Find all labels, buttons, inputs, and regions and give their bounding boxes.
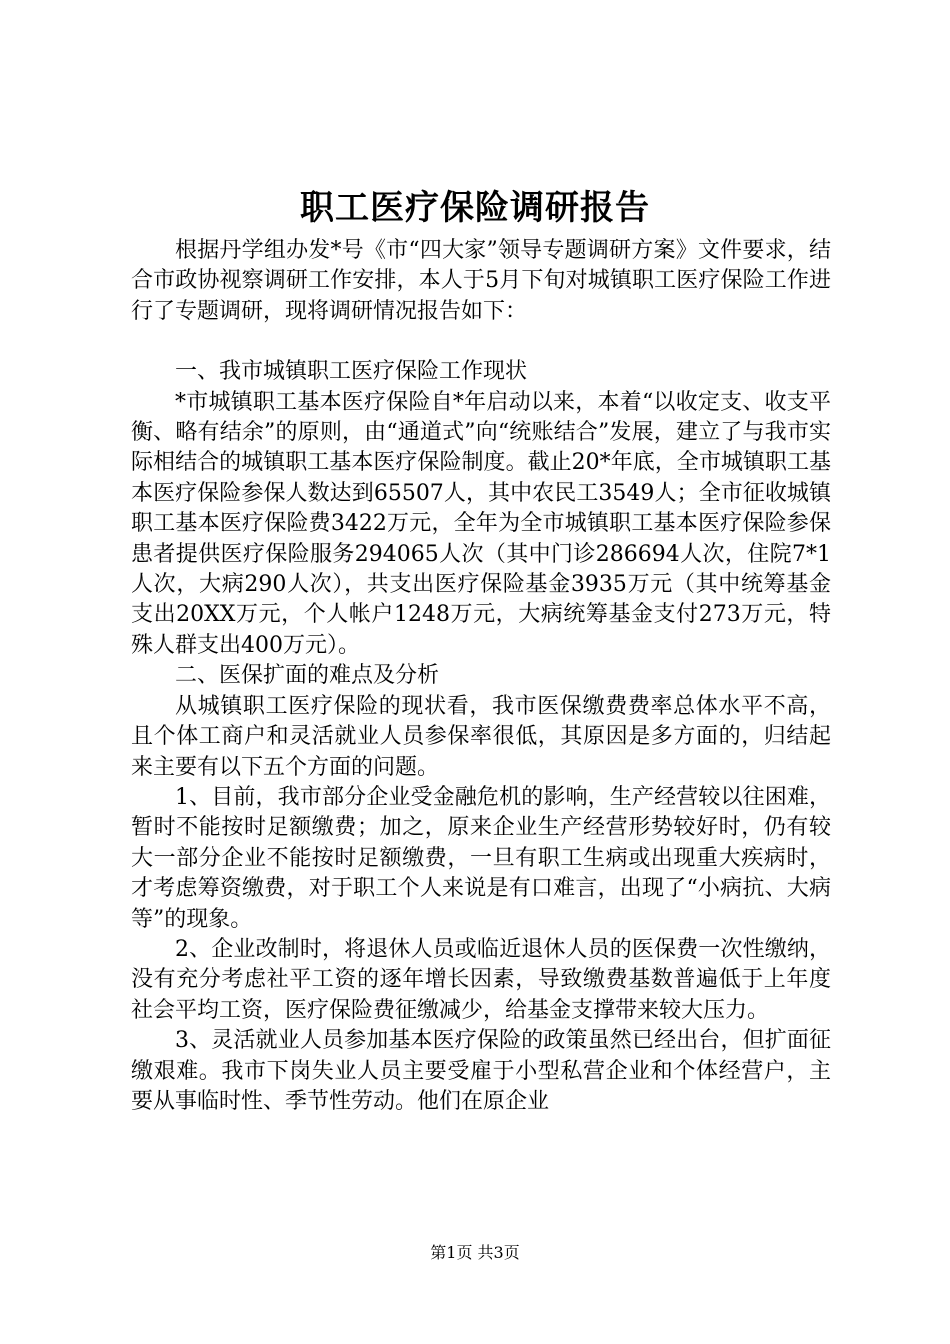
paragraph-point-1: 1、目前，我市部分企业受金融危机的影响，生产经营较以往困难，暂时不能按时足额缴费；加之，原来企业生产经营形势较好时，仍有较大一部分企业不能按时足额缴费，一旦有职工生病或出现重大疾病时，才考虑筹资缴费，对于职工个人来说是有口难言，出现了“小病抗、大病等”的现象。 xyxy=(131,784,831,932)
document-body xyxy=(131,236,831,1117)
paragraph-intro: 根据丹学组办发*号《市“四大家”领导专题调研方案》文件要求，结合市政协视察调研工作安排，本人于5月下旬对城镇职工医疗保险工作进行了专题调研，现将调研情况报告如下： xyxy=(131,238,831,324)
section-heading-1: 一、我市城镇职工医疗保险工作现状 xyxy=(175,359,528,385)
page-footer: 第1页 共3页 xyxy=(430,1243,520,1262)
paragraph-point-2: 2、企业改制时，将退休人员或临近退休人员的医保费一次性缴纳，没有充分考虑社平工资的逐年增长因素，导致缴费基数普遍低于上年度社会平均工资，医疗保险费征缴减少，给基金支撑带来较大压力。 xyxy=(131,936,831,1023)
paragraph-analysis: 从城镇职工医疗保险的现状看，我市医保缴费费率总体水平不高，且个体工商户和灵活就业人员参保率很低，其原因是多方面的，归结起来主要有以下五个方面的问题。 xyxy=(131,693,831,780)
paragraph-status: *市城镇职工基本医疗保险自*年启动以来，本着“以收定支、收支平衡、略有结余”的原则，由“通道式”向“统账结合”发展，建立了与我市实际相结合的城镇职工基本医疗保险制度。截止20*年底，全市城镇职工基本医疗保险参保人数达到65507人，其中农民工3549人；全市征收城镇职工基本医疗保险费3422万元，全年为全市城镇职工基本医疗保险参保患者提供医疗保险服务294065人次（其中门诊286694人次，住院7*1人次，大病290人次），共支出医疗保险基金3935万元（其中统筹基金支出20XX万元，个人帐户1248万元，大病统筹基金支付273万元，特殊人群支出400万元）。 xyxy=(131,389,831,658)
paragraph-point-3: 3、灵活就业人员参加基本医疗保险的政策虽然已经出台，但扩面征缴艰难。我市下岗失业人员主要受雇于小型私营企业和个体经营户，主要从事临时性、季节性劳动。他们在原企业 xyxy=(131,1028,831,1114)
section-heading-2: 二、医保扩面的难点及分析 xyxy=(175,663,440,689)
document-title: 职工医疗保险调研报告 xyxy=(300,188,650,228)
